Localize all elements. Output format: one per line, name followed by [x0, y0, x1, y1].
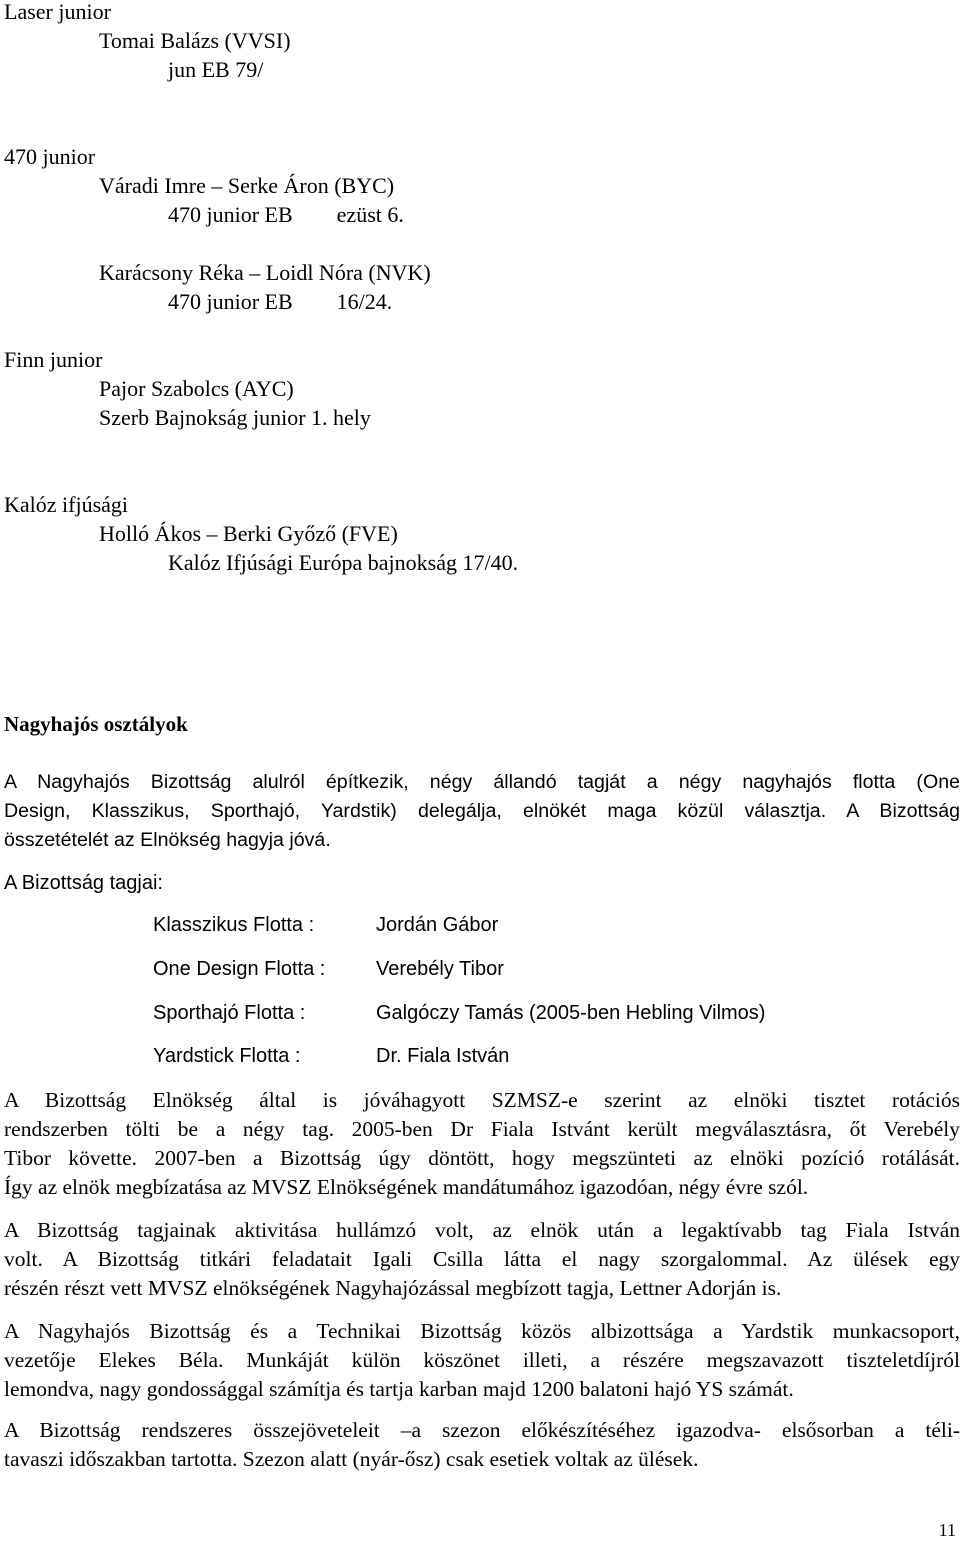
laser-sailor: Tomai Balázs (VVSI): [99, 28, 291, 53]
paragraph-activity: [4, 1216, 960, 1303]
c470-class: 470 junior: [4, 144, 96, 169]
laser-result: jun EB 79/: [168, 57, 264, 82]
kaloz-crew: Holló Ákos – Berki Győző (FVE): [99, 521, 398, 546]
kaloz-result: Kalóz Ifjúsági Európa bajnokság 17/40.: [168, 550, 519, 575]
member-name: Galgóczy Tamás (2005-ben Hebling Vilmos): [376, 1002, 766, 1024]
c470-result2: 470 junior EB 16/24.: [168, 289, 393, 314]
paragraph-line: Így az elnök megbízatása az MVSZ Elnökségének mandátumához igazodóan, négy évre szól.: [4, 1175, 809, 1199]
member-fleet: One Design Flotta :: [153, 958, 326, 980]
paragraph-line: Tibor követte. 2007-ben a Bizottság úgy döntött, hogy megszünteti az elnöki pozíció rotálását.: [4, 1146, 960, 1170]
paragraph-line: A Bizottság rendszeres összejöveteleit –a szezon előkészítéséhez igazodva- elsősorban a téli-: [4, 1418, 960, 1442]
finn-result: Szerb Bajnokság junior 1. hely: [99, 405, 371, 430]
c470-crew1: Váradi Imre – Serke Áron (BYC): [99, 173, 395, 198]
paragraph-line: A Bizottság Elnökség által is jóváhagyott SZMSZ-e szerint az elnöki tisztet rotációs: [4, 1088, 960, 1112]
paragraph-yardstik: [4, 1317, 960, 1404]
page-number: 11: [938, 1520, 956, 1540]
member-name: Verebély Tibor: [376, 958, 504, 980]
paragraph-rotation: [4, 1086, 960, 1202]
member-name: Jordán Gábor: [376, 914, 499, 936]
member-name: Dr. Fiala István: [376, 1045, 510, 1067]
laser-class: Laser junior: [4, 0, 111, 24]
paragraph-line: A Bizottság tagjainak aktivitása hullámzó volt, az elnök után a legaktívabb tag Fiala István: [4, 1218, 960, 1242]
paragraph-line: vezetője Elekes Béla. Munkáját külön köszönet illeti, a részére megszavazott tiszteletdíjról: [4, 1348, 960, 1372]
member-fleet: Klasszikus Flotta :: [153, 914, 315, 936]
paragraph-meetings: [4, 1416, 960, 1474]
member-fleet: Yardstick Flotta :: [153, 1045, 301, 1067]
intro-line: összetételét az Elnökség hagyja jóvá.: [4, 829, 331, 851]
section-heading: Nagyhajós osztályok: [4, 712, 188, 736]
c470-crew2: Karácsony Réka – Loidl Nóra (NVK): [99, 260, 431, 285]
paragraph-line: tavaszi időszakban tartotta. Szezon alatt (nyár-ősz) csak esetiek voltak az ülések.: [4, 1447, 699, 1471]
finn-class: Finn junior: [4, 347, 103, 372]
intro-line: A Nagyhajós Bizottság alulról építkezik, négy állandó tagját a négy nagyhajós flotta (One: [4, 771, 960, 793]
paragraph-line: lemondva, nagy gondossággal számítja és tartja karban majd 1200 balatoni hajó YS számát.: [4, 1377, 794, 1401]
intro-line: Design, Klasszikus, Sporthajó, Yardstik) delegálja, elnökét maga közül választja. A Bizottság: [4, 800, 960, 822]
paragraph-line: volt. A Bizottság titkári feladatait Igali Csilla látta el nagy szorgalommal. Az ülések egy: [4, 1247, 960, 1271]
intro-paragraph: [4, 768, 960, 855]
paragraph-line: részén részt vett MVSZ elnökségének Nagyhajózással megbízott tagja, Lettner Adorján is.: [4, 1276, 782, 1300]
c470-result1: 470 junior EB ezüst 6.: [168, 202, 404, 227]
kaloz-class: Kalóz ifjúsági: [4, 492, 129, 517]
member-fleet: Sporthajó Flotta :: [153, 1002, 306, 1024]
paragraph-line: rendszerben tölti be a négy tag. 2005-ben Dr Fiala Istvánt került megválasztásra, őt Verebély: [4, 1117, 960, 1141]
finn-sailor: Pajor Szabolcs (AYC): [99, 376, 294, 401]
paragraph-line: A Nagyhajós Bizottság és a Technikai Bizottság közös albizottsága a Yardstik munkacsoport,: [4, 1319, 960, 1343]
members-label: A Bizottság tagjai:: [4, 872, 163, 894]
